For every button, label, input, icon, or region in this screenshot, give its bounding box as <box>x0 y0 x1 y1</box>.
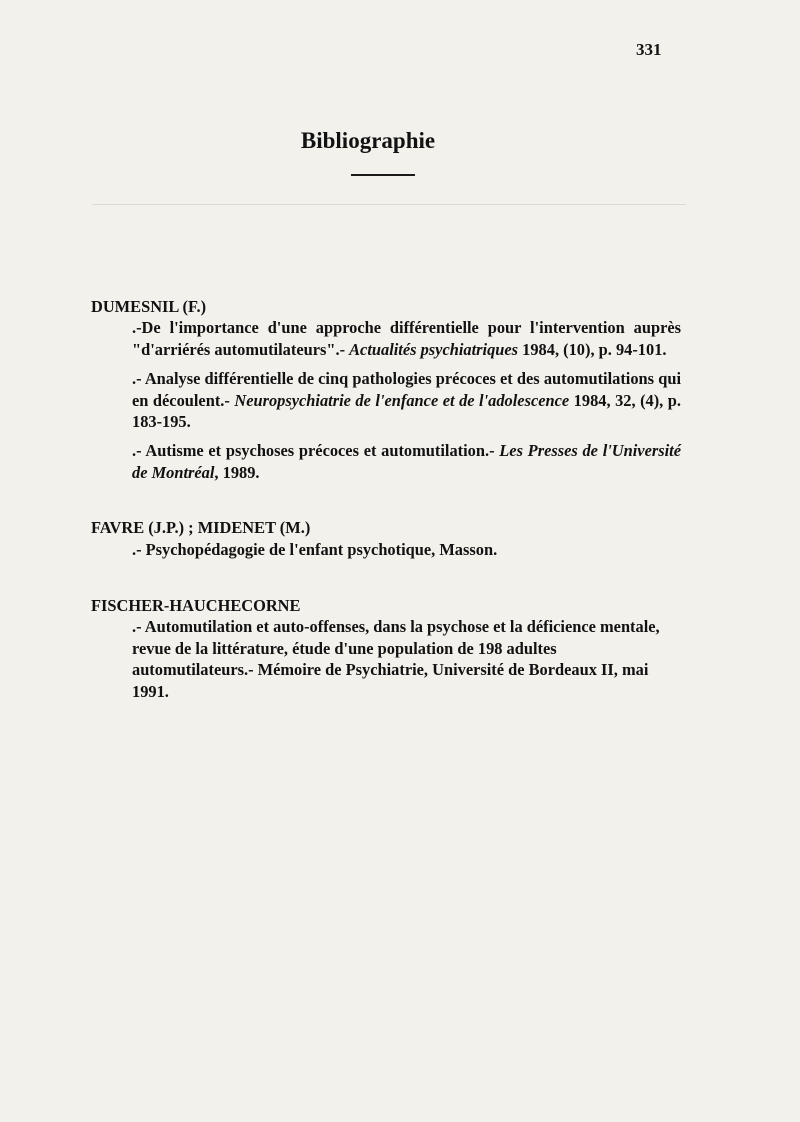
bib-entry: .- Analyse différentielle de cinq pathologies précoces et des automutilations qui en découlent.- Neuropsychiatrie de l'enfance et de l'adolescence 1984, 32, (4), p. 183-195. <box>132 369 682 432</box>
bib-entry: .- Psychopédagogie de l'enfant psychotique, Masson. <box>132 539 498 559</box>
bib-author: FAVRE (J.P.) ; MIDENET (M.) <box>91 518 311 538</box>
faint-divider <box>92 204 686 205</box>
bib-group-favre-midenet <box>91 517 681 560</box>
page-title: Bibliographie <box>300 128 436 153</box>
bib-group-fischer-hauchecorne <box>91 595 681 702</box>
bib-author: FISCHER-HAUCHECORNE <box>91 596 301 616</box>
bib-entry: .- Autisme et psychoses précoces et automutilation.- Les Presses de l'Université de Montréal, 1989. <box>132 441 681 482</box>
title-underline <box>351 174 415 176</box>
page-number: 331 <box>636 40 662 59</box>
bib-entry: .-De l'importance d'une approche différentielle pour l'intervention auprès "d'arriérés automutilateurs".- Actualités psychiatriques 1984, (10), p. 94-101. <box>132 318 681 359</box>
bib-group-dumesnil <box>91 296 681 483</box>
bib-author: DUMESNIL (F.) <box>91 297 207 316</box>
bibliography-list <box>91 296 681 736</box>
bib-entry: .- Automutilation et auto-offenses, dans la psychose et la déficience mentale, revue de la littérature, étude d'une population de 198 adultes automutilateurs.- Mémoire de Psychiatrie, Université de Bordeaux II, mai 1991. <box>132 617 660 701</box>
